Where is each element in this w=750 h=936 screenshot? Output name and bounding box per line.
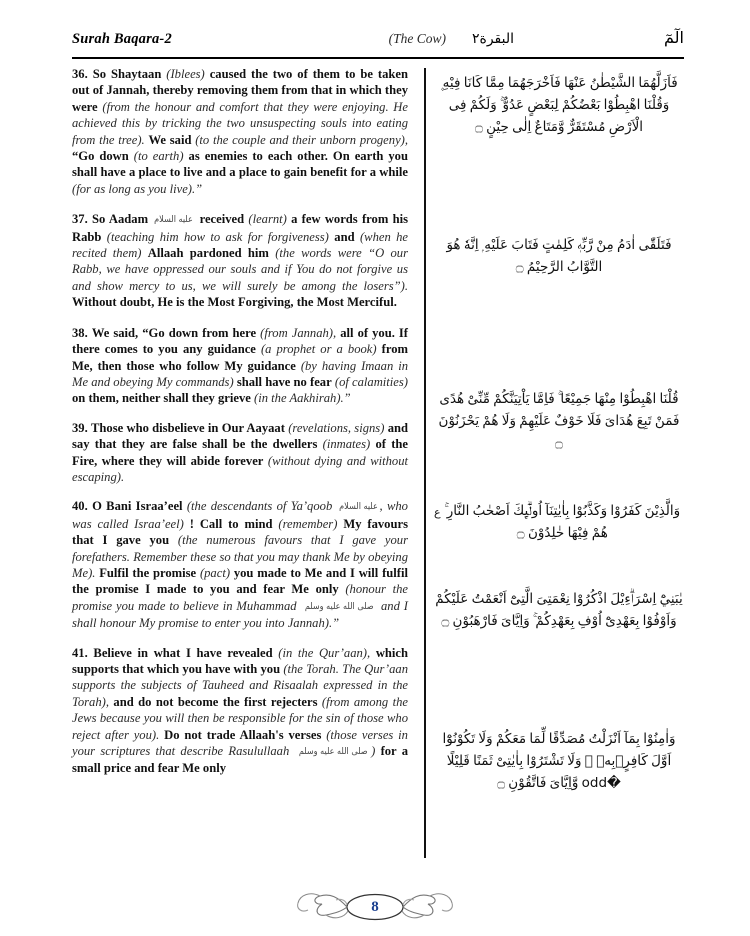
ruku-marker-icon: ع [434, 506, 441, 519]
header-divider-rule [72, 57, 684, 59]
header-english-name: (The Cow) [388, 31, 446, 46]
verse-paragraph-36: 36. So Shaytaan (Iblees) caused the two of them to be taken out of Jannah, thereby removing them from that in which they were (from the honour and comfort that they were enjoying. He achieved this by tricking the two unsuspecting souls into eating from the tree). We said (to the couple and their unborn progeny), “Go down (to earth) as enemies to each other. On earth you shall have a place to live and a place to gain benefit for a while (for as long as you live).” [72, 67, 409, 196]
page-header [72, 28, 684, 58]
verse-paragraph-40: 40. O Bani Israa’eel (the descendants of Ya’qoob عليه السلام , who was called Israa’eel) ! Call to mind (remember) My favours that I gave you (the numerous favours that I gave your forefathers. Remember these so that you may thank Me by obeying Me). Fulfil the promise (pact) you made to Me and I will fulfil the promise I made to you and fear Me only (honour the promise you made to believe in Muhammad صلى الله عليه وسلم and I shall honour My promise to enter you into Jannah).” [72, 499, 408, 631]
english-translation-column [72, 66, 408, 777]
arabic-verse-39 [434, 500, 684, 544]
verse-paragraph-41: 41. Believe in what I have revealed (in the Qur’aan), which supports that which you have with you (the Torah. The Qur’aan supports the subjects of Tauheed and Risaalah expressed in the Torah), and do not become the first rejecters (from among the Jews because you will then be responsible for the sin of those who reject after you). Do not trade Allaah's verses (those verses in your scriptures that describe Rasulullaah صلى الله عليه وسلم ) for a small price and fear Me only [72, 645, 409, 776]
header-arabic-juz-mark: الٓمٓ [664, 28, 684, 47]
arabic-verse-41: وَاٰمِنُوْا بِمَآ اَنْزَلْتُ مُصَدِّقًا لِّمَا مَعَكُمْ وَلَا تَكُوْنُوْٓا اَوَّلَ كَافِرٍؚبِهٖ ۠ وَلَا تَشْتَرُوْا بِاٰيٰتِىْ ثَمَنًا قَلِيْلًا �odd وَّاِيَّاىَ فَاتَّقُوْنِ ۝ [442, 731, 676, 791]
verse-paragraph-39: 39. Those who disbelieve in Our Aayaat (revelations, signs) and say that they are false shall be the dwellers (inmates) of the Fire, where they will abide forever (without dying and without escaping). [72, 420, 408, 484]
floral-ornament-icon [290, 887, 460, 927]
arabic-verse-40: يٰبَنِيْٓ اِسْرَاۗءِيْلَ اذْكُرُوْا نِعْمَتِىَ الَّتِىْٓ اَنْعَمْتُ عَلَيْكُمْ وَاَوْفُوْا بِعَهْدِىْٓ اُوْفِ بِعَهْدِكُمْ ۚ وَاِيَّاىَ فَارْهَبُوْنِ ۝ [435, 591, 683, 629]
page-number: 8 [371, 898, 379, 915]
verse-paragraph-38: 38. We said, “Go down from here (from Jannah), all of you. If there comes to you any guidance (a prophet or a book) from Me, then those who follow My guidance (by having Imaan in Me and obeying My commands) shall have no fear (of calamities) on them, neither shall they grieve (in the Aakhirah).” [72, 325, 409, 406]
arabic-verse-38: قُلْنَا اهْبِطُوْا مِنْهَا جَمِيْعًا ۚ فَاِمَّا يَاْتِيَنَّكُمْ مِّنِّىْ هُدًى فَمَنْ تَبِعَ هُدَاىَ فَلَا خَوْفٌ عَلَيْهِمْ وَلَا هُمْ يَحْزَنُوْنَ ۝ [438, 391, 680, 451]
verse-paragraph-37: 37. So Aadam عليه السلام received (learnt) a few words from his Rabb (teaching him how to ask for forgiveness) and (when he recited them) Allaah pardoned him (the words were “O our Rabb, we have oppressed our souls and if You do not forgive us and show mercy to us, we will surely be among the losers”). Without doubt, He is the Most Forgiving, the Most Merciful. [72, 212, 409, 310]
arabic-verse-36: فَاَزَلَّهُمَا الشَّيْطٰنُ عَنْهَا فَاَخْرَجَهُمَا مِمَّا كَانَا فِيْهِ ۪ وَقُلْنَا اهْبِطُوْا بَعْضُكُمْ لِبَعْضٍ عَدُوٌّ ۚ وَلَكُمْ فِى الْاَرْضِ مُسْتَقَرٌّ وَّمَتَاعٌ اِلٰى حِيْنٍ ۝ [440, 75, 678, 135]
arabic-verse-37: فَتَلَقّٰى اٰدَمُ مِنْ رَّبِّهٖ كَلِمٰتٍ فَتَابَ عَلَيْهِ ۭ اِنَّهٗ هُوَ التَّوَّابُ الرَّحِيْمُ ۝ [446, 237, 672, 275]
arabic-verse-39-text: وَالَّذِيْنَ كَفَرُوْا وَكَذَّبُوْا بِاٰيٰتِنَآ اُولٰۗىِٕكَ اَصْحٰبُ النَّارِ ۚ هُمْ فِيْهَا خٰلِدُوْنَ ۝ [444, 503, 681, 541]
content-columns [72, 66, 684, 876]
column-divider-line [424, 68, 426, 858]
header-surah-title: Surah Baqara-2 [72, 31, 172, 47]
page-footer [0, 884, 750, 930]
header-arabic-surah-name: البقرة٢ [471, 31, 515, 47]
